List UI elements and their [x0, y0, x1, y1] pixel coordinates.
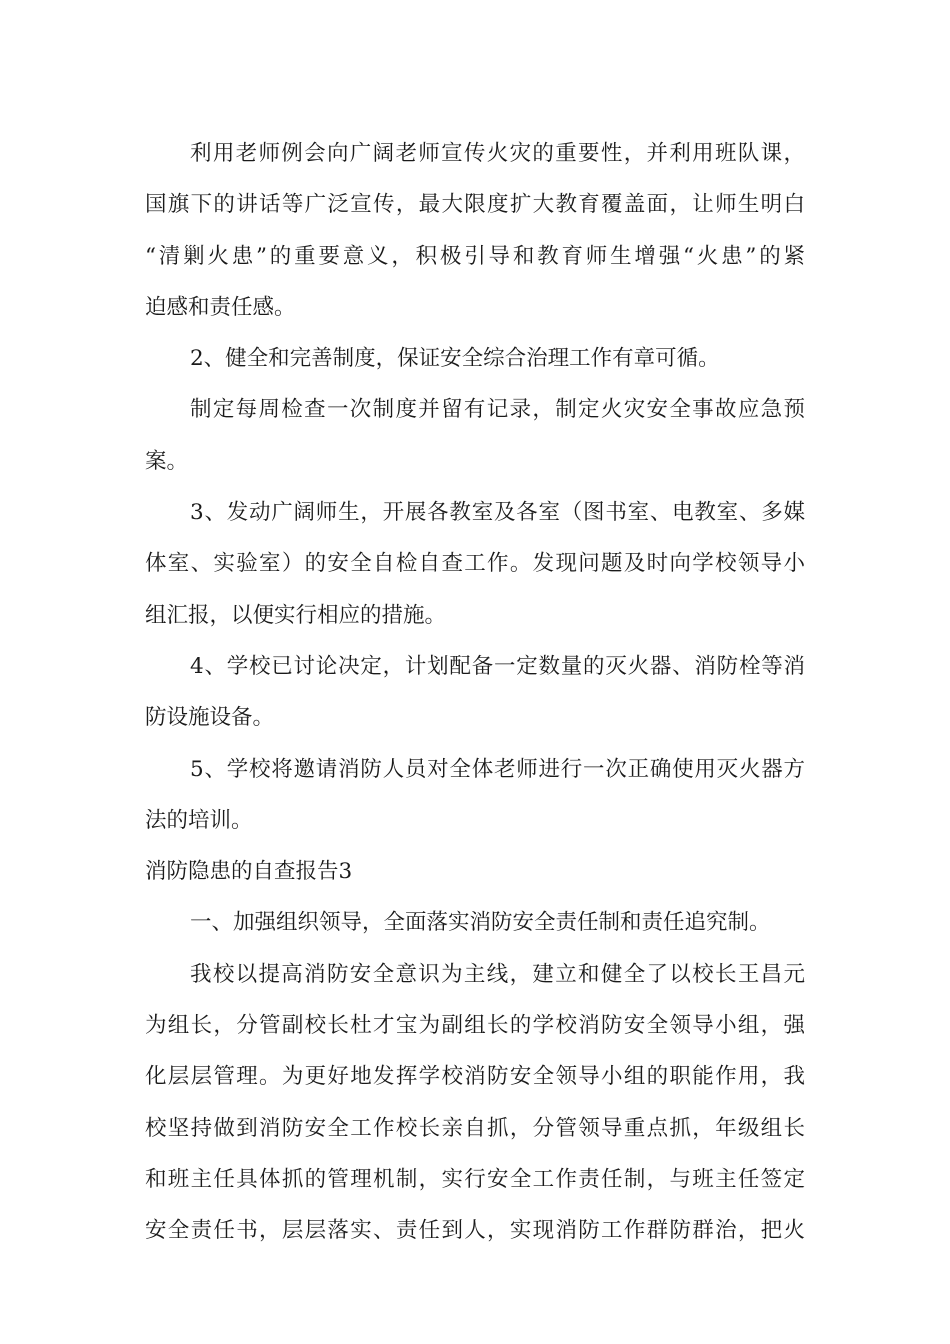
document-body [145, 128, 805, 1257]
paragraph-line: “清剿火患”的重要意义，积极引导和教育师生增强“火患”的紧 [145, 243, 805, 269]
paragraph-line: 国旗下的讲话等广泛宣传，最大限度扩大教育覆盖面，让师生明白 [145, 192, 805, 218]
paragraph-line: 5、学校将邀请消防人员对全体老师进行一次正确使用灭火器方 [190, 756, 805, 782]
paragraph-line: 组汇报，以便实行相应的措施。 [145, 602, 447, 628]
paragraph-line: 3、发动广阔师生，开展各教室及各室（图书室、电教室、多媒 [190, 500, 805, 526]
paragraph-line: 安全责任书，层层落实、责任到人，实现消防工作群防群治，把火 [145, 1218, 805, 1244]
paragraph-line: 利用老师例会向广阔老师宣传火灾的重要性，并利用班队课， [190, 141, 805, 166]
paragraph-line: 化层层管理。为更好地发挥学校消防安全领导小组的职能作用，我 [145, 1064, 805, 1090]
section-heading: 消防隐患的自查报告3 [145, 859, 353, 885]
paragraph-line: 我校以提高消防安全意识为主线，建立和健全了以校长王昌元 [190, 961, 805, 987]
paragraph-line: 迫感和责任感。 [145, 294, 296, 320]
paragraph-line: 防设施设备。 [145, 705, 275, 731]
paragraph-line: 案。 [145, 448, 189, 474]
paragraph-line: 4、学校已讨论决定，计划配备一定数量的灭火器、消防栓等消 [190, 653, 805, 679]
paragraph-line: 和班主任具体抓的管理机制，实行安全工作责任制，与班主任签定 [145, 1166, 805, 1192]
paragraph-line: 校坚持做到消防安全工作校长亲自抓，分管领导重点抓，年级组长 [145, 1115, 805, 1141]
paragraph-line: 法的培训。 [145, 807, 253, 833]
paragraph-line: 一、加强组织领导，全面落实消防安全责任制和责任追究制。 [190, 910, 771, 936]
paragraph-line: 制定每周检查一次制度并留有记录，制定火灾安全事故应急预 [190, 397, 805, 423]
paragraph-line: 体室、实验室）的安全自检自查工作。发现问题及时向学校领导小 [145, 551, 805, 577]
paragraph-line: 2、健全和完善制度，保证安全综合治理工作有章可循。 [190, 346, 720, 372]
paragraph-line: 为组长，分管副校长杜才宝为副组长的学校消防安全领导小组，强 [145, 1013, 805, 1039]
